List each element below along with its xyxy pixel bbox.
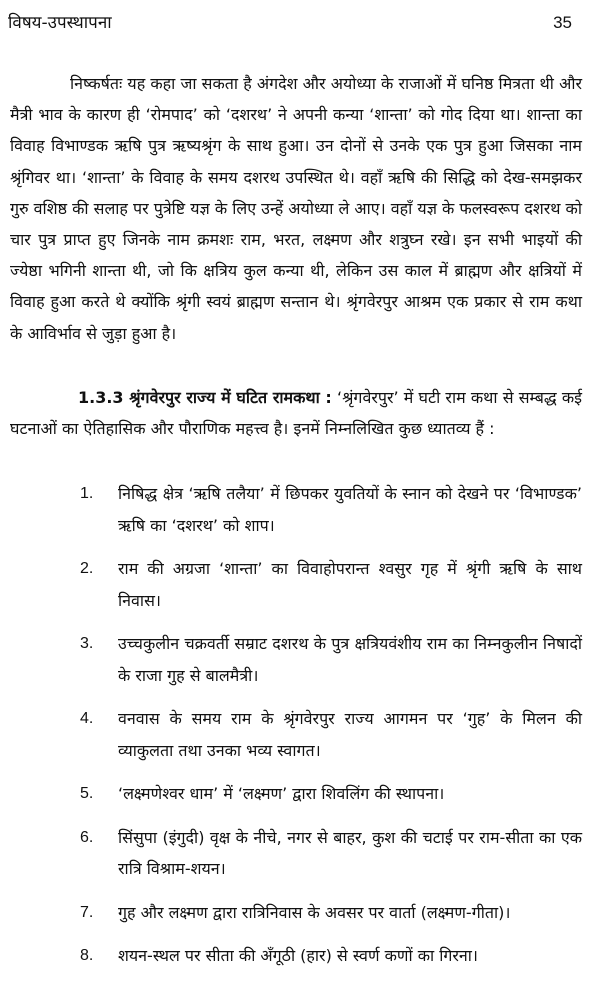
list-item bbox=[80, 478, 582, 541]
list-item-text: निषिद्ध क्षेत्र ‘ऋषि तलैया’ में छिपकर युवतियों के स्नान को देखने पर ‘विभाण्डक’ ऋषि का ‘दशरथ’ को शाप। bbox=[118, 484, 582, 535]
list-item bbox=[80, 822, 582, 885]
section-intro-text: ‘श्रृंगवेरपुर’ में घटी राम कथा से सम्बद्ध कई घटनाओं का ऐतिहासिक और पौराणिक महत्त्व है। इनमें निम्नलिखित कुछ ध्यातव्य हैं : bbox=[10, 388, 583, 439]
list-item-text: सिंसुपा (इंगुदी) वृक्ष के नीचे, नगर से बाहर, कुश की चटाई पर राम-सीता का एक रात्रि विश्राम-शयन। bbox=[118, 827, 582, 878]
list-item-number: 7. bbox=[80, 903, 94, 921]
page-number: 35 bbox=[553, 13, 572, 32]
list-item-number: 1. bbox=[80, 485, 94, 502]
list-item-number: 2. bbox=[80, 560, 94, 577]
event-list bbox=[80, 478, 582, 984]
list-item bbox=[80, 778, 582, 810]
list-item-text: ‘लक्ष्मणेश्वर धाम’ में ‘लक्ष्मण’ द्वारा शिवलिंग की स्थापना। bbox=[118, 784, 445, 803]
list-item bbox=[80, 703, 582, 766]
running-head: विषय-उपस्थापना bbox=[8, 13, 112, 33]
list-item bbox=[80, 897, 582, 929]
list-item-text: वनवास के समय राम के श्रृंगवेरपुर राज्य आगमन पर ‘गुह’ के मिलन की व्याकुलता तथा उनका भव्य स्वागत। bbox=[118, 709, 582, 760]
paragraph-section-intro bbox=[10, 382, 582, 444]
section-heading: 1.3.3 श्रृंगवेरपुर राज्य में घटित रामकथा : bbox=[78, 388, 332, 407]
list-item bbox=[80, 940, 582, 972]
list-item-number: 6. bbox=[80, 828, 94, 846]
list-item-number: 8. bbox=[80, 947, 94, 964]
paragraph-conclusion: निष्कर्षतः यह कहा जा सकता है अंगदेश और अयोध्या के राजाओं में घनिष्ठ मित्रता थी और मैत्री भाव के कारण ही ‘रोमपाद’ को ‘दशरथ’ ने अपनी कन्या ‘शान्ता’ को गोद दिया था। शान्ता का विवाह विभाण्डक ऋषि पुत्र ऋष्यश्रृंग के साथ हुआ। उन दोनों से उनके एक पुत्र हुआ जिसका नाम श्रृंगिवर था। ‘शान्ता’ के विवाह के समय दशरथ उपस्थित थे। वहाँ ऋषि की सिद्धि को देख-समझकर गुरु वशिष्ठ की सलाह पर पुत्रेष्टि यज्ञ के लिए उन्हें अयोध्या ले आए। वहाँ यज्ञ के फलस्वरूप दशरथ को चार पुत्र प्राप्त हुए जिनके नाम क्रमशः राम, भरत, लक्ष्मण और शत्रुघ्न रखे। इन सभी भाइयों की ज्येष्ठा भगिनी शान्ता थी, जो कि क्षत्रिय कुल कन्या थी, लेकिन उस काल में ब्राह्मण और क्षत्रियों में विवाह हुआ करते थे क्योंकि श्रृंगी स्वयं ब्राह्मण सन्तान थे। श्रृंगवेरपुर आश्रम एक प्रकार से राम कथा के आविर्भाव से जुड़ा हुआ है। bbox=[10, 74, 582, 343]
list-item bbox=[80, 628, 582, 691]
list-item-text: गुह और लक्ष्मण द्वारा रात्रिनिवास के अवसर पर वार्ता (लक्ष्मण-गीता)। bbox=[118, 902, 511, 922]
list-item-number: 5. bbox=[80, 785, 94, 802]
list-item-number: 4. bbox=[80, 710, 94, 727]
list-item-text: शयन-स्थल पर सीता की अँगूठी (हार) से स्वर्ण कणों का गिरना। bbox=[118, 946, 478, 965]
list-item-text: राम की अग्रजा ‘शान्ता’ का विवाहोपरान्त श्वसुर गृह में श्रृंगी ऋषि के साथ निवास। bbox=[118, 559, 582, 610]
list-item-number: 3. bbox=[80, 635, 94, 652]
list-item bbox=[80, 553, 582, 616]
list-item-text: उच्चकुलीन चक्रवर्ती सम्राट दशरथ के पुत्र क्षत्रियवंशीय राम का निम्नकुलीन निषादों के राजा गुह से बालमैत्री। bbox=[118, 634, 582, 685]
